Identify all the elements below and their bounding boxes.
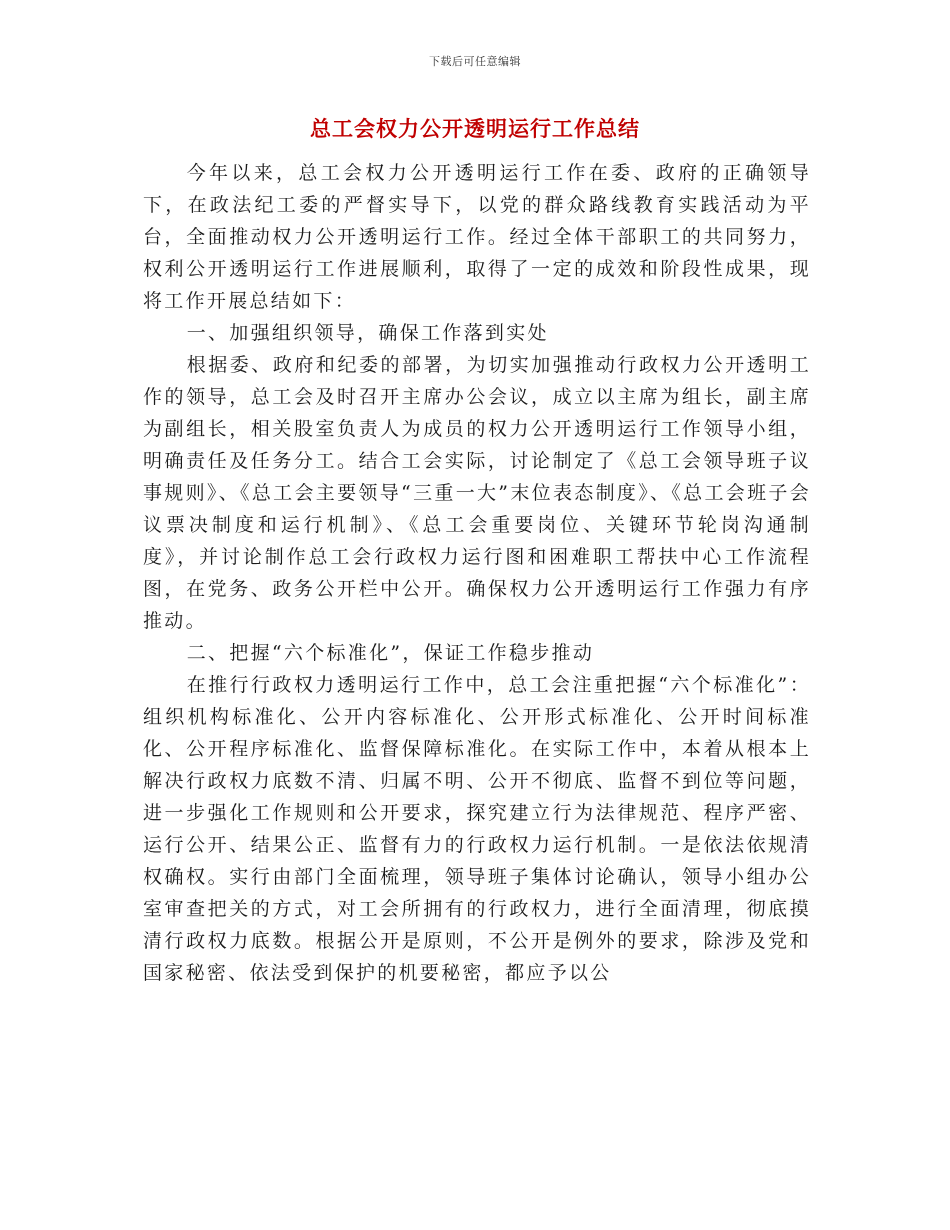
- paragraph-intro: 今年以来，总工会权力公开透明运行工作在委、政府的正确领导下，在政法纪工委的严督实导下，以党的群众路线教育实践活动为平台，全面推动权力公开透明运行工作。经过全体干部职工的共同努力，权利公开透明运行工作进展顺利，取得了一定的成效和阶段性成果，现将工作开展总结如下：: [143, 162, 811, 312]
- section-heading-2: 二、把握“六个标准化”，保证工作稳步推动: [186, 642, 595, 664]
- document-title: 总工会权力公开透明运行工作总结: [310, 116, 640, 141]
- paragraph-section-2: 在推行行政权力透明运行工作中，总工会注重把握“六个标准化”：组织机构标准化、公开内容标准化、公开形式标准化、公开时间标准化、公开程序标准化、监督保障标准化。在实际工作中，本着从根本上解决行政权力底数不清、归属不明、公开不彻底、监督不到位等问题，进一步强化工作规则和公开要求，探究建立行为法律规范、程序严密、运行公开、结果公正、监督有力的行政权力运行机制。一是依法依规清权确权。实行由部门全面梳理，领导班子集体讨论确认，领导小组办公室审查把关的方式，对工会所拥有的行政权力，进行全面清理，彻底摸清行政权力底数。根据公开是原则，不公开是例外的要求，除涉及党和国家秘密、依法受到保护的机要秘密，都应予以公: [143, 674, 811, 984]
- paragraph-section-1: 根据委、政府和纪委的部署，为切实加强推动行政权力公开透明工作的领导，总工会及时召开主席办公会议，成立以主席为组长，副主席为副组长，相关股室负责人为成员的权力公开透明运行工作领导小组，明确责任及任务分工。结合工会实际，讨论制定了《总工会领导班子议事规则》、《总工会主要领导“三重一大”末位表态制度》、《总工会班子会议票决制度和运行机制》、《总工会重要岗位、关键环节轮岗沟通制度》，并讨论制作总工会行政权力运行图和困难职工帮扶中心工作流程图，在党务、政务公开栏中公开。确保权力公开透明运行工作强力有序推动。: [143, 354, 811, 632]
- header-note: 下载后可任意编辑: [429, 55, 521, 68]
- document-body: [143, 157, 811, 989]
- section-heading-1: 一、加强组织领导，确保工作落到实处: [186, 322, 549, 344]
